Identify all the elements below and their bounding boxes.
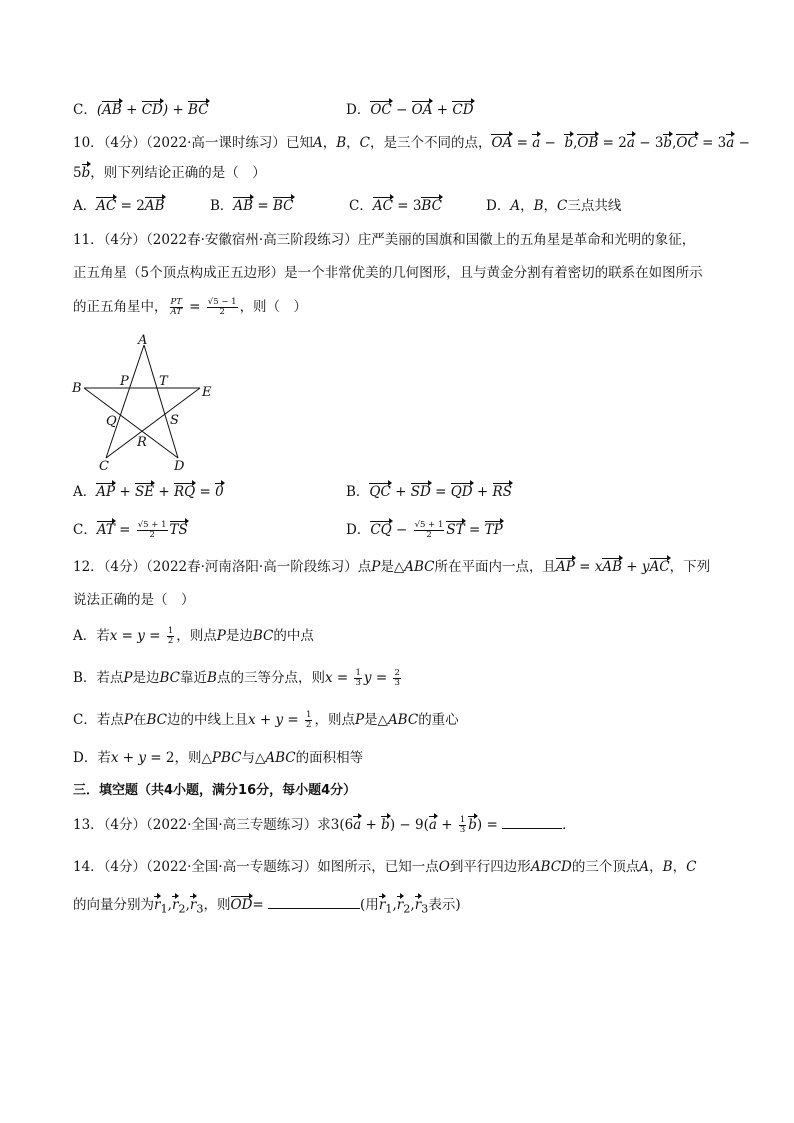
q11-option-a: A．AP + SE + RQ = 0 [73,484,224,500]
q14-answer-blank[interactable] [268,896,360,909]
q13-answer-blank[interactable] [502,816,562,829]
q10-option-b: B．AB = BC [210,198,294,214]
q10-option-d: D．A，B，C三点共线 [486,198,622,214]
q12-option-a: A．若x = y = $\frac{1}{2}$ ，则点P是边BC的中点 [73,626,314,646]
q11-option-d: D．CQ − $\frac{√5 + 1}{2}$ ST = TP [346,520,503,540]
q11-option-b: B．QC + SD = QD + RS [346,484,512,500]
q10-option-c: C．AC = 3BC [349,198,442,214]
section-3-title: 三．填空题（共4小题，满分16分，每小题4分） [73,783,357,798]
q11-stem-line3: 的正五角星中， $\frac{PT}{AT}$ = $\frac{√5 - 1}{2}$ ，则（ ） [73,297,308,317]
q10-stem-line2: 5b，则下列结论正确的是（ ） [73,165,266,181]
q12-stem-line2: 说法正确的是（ ） [73,592,195,608]
q10-option-a: A．AC = 2AB [73,198,165,214]
q10-options [73,196,734,216]
q14-stem-line2: 的向量分别为$r_1,r_2,r_3$，则OD= (用$r_1,r_2,r_3$表示) [73,897,461,916]
pentagram-figure [70,330,220,475]
label-S: S [170,413,179,428]
q9-option-d: D．OC − OA + CD [346,102,474,118]
q10-stem-line1: 10．（4分）（2022·高一课时练习）已知A，B，C，是三个不同的点，OA = a − b,OB = 2a − 3b,OC = 3a − [73,135,750,151]
q12-stem-line1: 12．（4分）（2022春·河南洛阳·高一阶段练习）点P是△ABC所在平面内一点，且AP = xAB + yAC，下列 [73,559,711,575]
q11-stem-line1: 11．（4分）（2022春·安徽宿州·高三阶段练习）庄严美丽的国旗和国徽上的五角星是革命和光明的象征， [73,232,696,248]
label-T: T [159,374,168,389]
q12-option-b: B．若点P是边BC靠近B点的三等分点，则x = $\frac{1}{3}$ y = $\frac{2}{3}$ [73,668,400,688]
label-R: R [137,435,147,450]
q12-option-d: D．若x + y = 2，则△PBC与△ABC的面积相等 [73,750,364,766]
label-A: A [138,333,148,348]
label-Q: Q [106,414,117,429]
label-D: D [174,459,185,474]
q11-option-c: C．AT = $\frac{√5 + 1}{2}$ TS [73,520,188,540]
label-E: E [202,385,212,400]
label-P: P [120,374,129,389]
q11-stem-line2: 正五角星（5个顶点构成正五边形）是一个非常优美的几何图形，且与黄金分割有着密切的联系在如图所示 [73,265,703,281]
q9-option-c: C．(AB + CD) + BC [73,102,209,118]
q14-stem-line1: 14．（4分）（2022·全国·高一专题练习）如图所示，已知一点O到平行四边形ABCD的三个顶点A，B，C [73,859,697,875]
label-C: C [99,459,109,474]
q13-stem: 13．（4分）（2022·全国·高三专题练习）求3(6a + b) − 9(a + $\frac{1}{3}$ b) = ． [73,815,576,835]
label-B: B [72,381,82,396]
q12-option-c: C．若点P在BC边的中线上且x + y = $\frac{1}{2}$ ，则点P是△ABC的重心 [73,710,459,730]
